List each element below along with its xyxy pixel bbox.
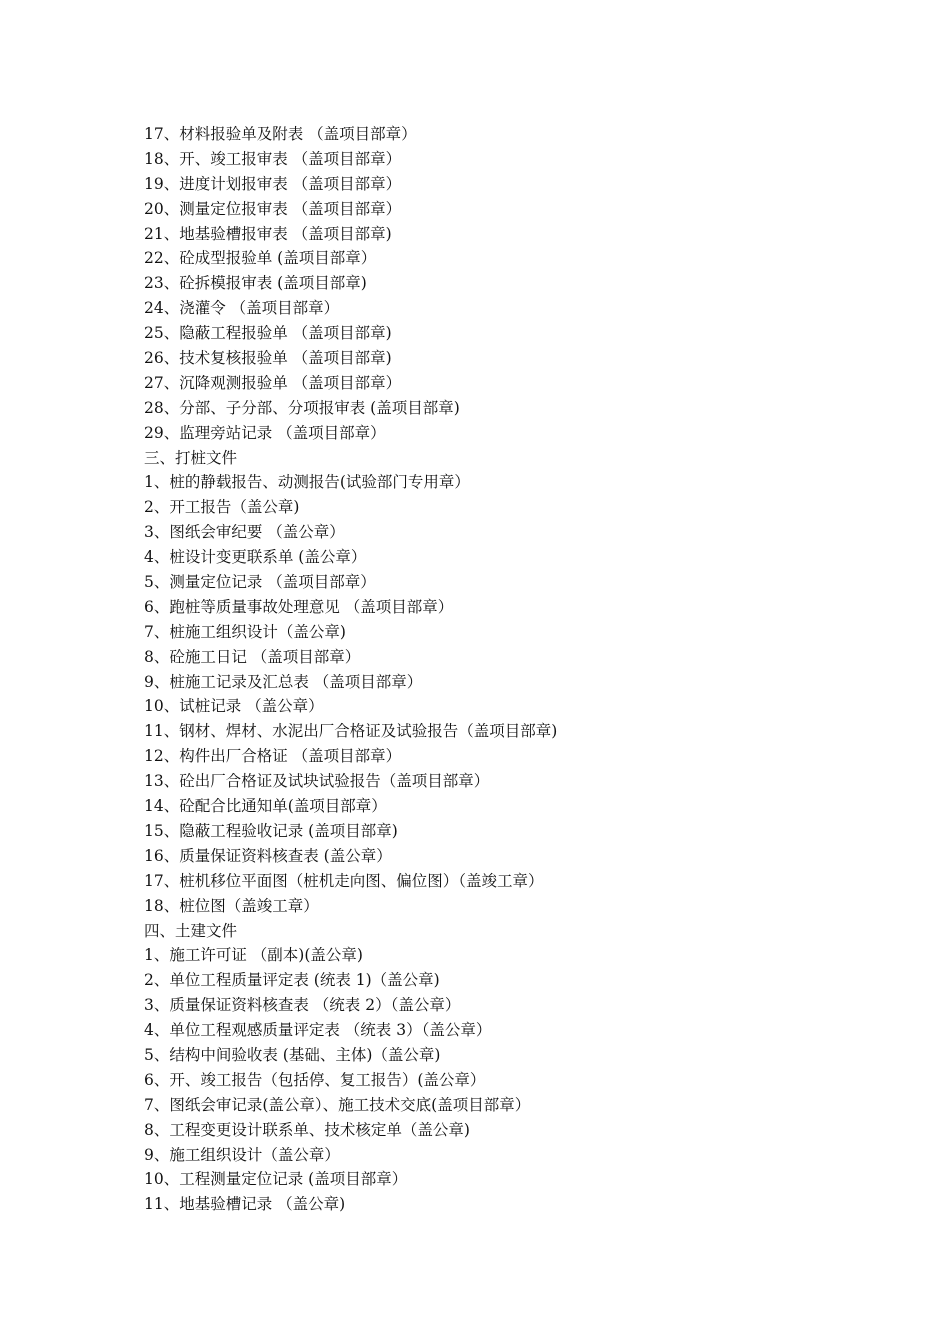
list-line: 7、图纸会审记录(盖公章）、施工技术交底(盖项目部章） [144,1095,531,1114]
list-line: 21、地基验槽报审表 （盖项目部章) [144,224,392,243]
list-line: 13、砼出厂合格证及试块试验报告（盖项目部章） [144,772,490,791]
list-line: 14、砼配合比通知单(盖项目部章） [144,797,387,816]
list-line: 17、桩机移位平面图（桩机走向图、偏位图）（盖竣工章） [144,871,544,890]
list-line: 8、工程变更设计联系单、技术核定单（盖公章) [144,1120,470,1139]
list-line: 1、桩的静载报告、动测报告(试验部门专用章） [144,473,470,492]
list-line: 10、试桩记录 （盖公章） [144,697,324,716]
list-line: 2、单位工程质量评定表 (统表 1)（盖公章) [144,971,440,990]
list-line: 7、桩施工组织设计（盖公章) [144,622,346,641]
list-line: 11、地基验槽记录 （盖公章) [144,1195,346,1214]
list-line: 5、结构中间验收表 (基础、主体)（盖公章) [144,1045,441,1064]
list-line: 25、隐蔽工程报验单 （盖项目部章) [144,324,392,343]
list-line: 22、砼成型报验单 (盖项目部章） [144,249,377,268]
list-line: 18、开、竣工报审表 （盖项目部章） [144,149,402,168]
list-line: 19、进度计划报审表 （盖项目部章） [144,174,402,193]
list-line: 2、开工报告（盖公章) [144,498,300,517]
list-line: 28、分部、子分部、分项报审表 (盖项目部章) [144,398,460,417]
list-line: 15、隐蔽工程验收记录 (盖项目部章) [144,821,398,840]
section-heading: 四、土建文件 [144,921,238,940]
list-line: 27、沉降观测报验单 （盖项目部章） [144,373,402,392]
list-line: 5、测量定位记录 （盖项目部章） [144,573,376,592]
list-line: 4、单位工程观感质量评定表 （统表 3）（盖公章） [144,1021,492,1040]
list-line: 20、测量定位报审表 （盖项目部章） [144,199,402,218]
list-line: 9、施工组织设计（盖公章） [144,1145,340,1164]
list-line: 10、工程测量定位记录 (盖项目部章） [144,1170,408,1189]
list-line: 23、砼拆模报审表 (盖项目部章) [144,274,367,293]
list-line: 12、构件出厂合格证 （盖项目部章） [144,747,402,766]
list-line: 11、钢材、焊材、水泥出厂合格证及试验报告（盖项目部章) [144,722,558,741]
list-line: 1、施工许可证 （副本)(盖公章) [144,946,363,965]
list-line: 26、技术复核报验单 （盖项目部章) [144,349,392,368]
list-line: 9、桩施工记录及汇总表 （盖项目部章） [144,672,423,691]
list-line: 16、质量保证资料核查表 (盖公章） [144,846,392,865]
list-line: 17、材料报验单及附表 （盖项目部章） [144,125,417,143]
list-line: 6、开、竣工报告（包括停、复工报告）(盖公章） [144,1070,486,1089]
list-line: 3、质量保证资料核查表 （统表 2）（盖公章） [144,996,461,1015]
list-line: 24、浇灌令 （盖项目部章） [144,299,340,318]
section-heading: 三、打桩文件 [144,448,238,467]
list-line: 4、桩设计变更联系单 (盖公章） [144,548,367,567]
list-line: 3、图纸会审纪要 （盖公章） [144,523,345,542]
list-line: 18、桩位图（盖竣工章） [144,896,319,915]
list-line: 8、砼施工日记 （盖项目部章） [144,647,361,666]
document-page [144,122,924,1217]
list-line: 29、监理旁站记录 （盖项目部章） [144,423,386,442]
list-line: 6、跑桩等质量事故处理意见 （盖项目部章） [144,597,454,616]
